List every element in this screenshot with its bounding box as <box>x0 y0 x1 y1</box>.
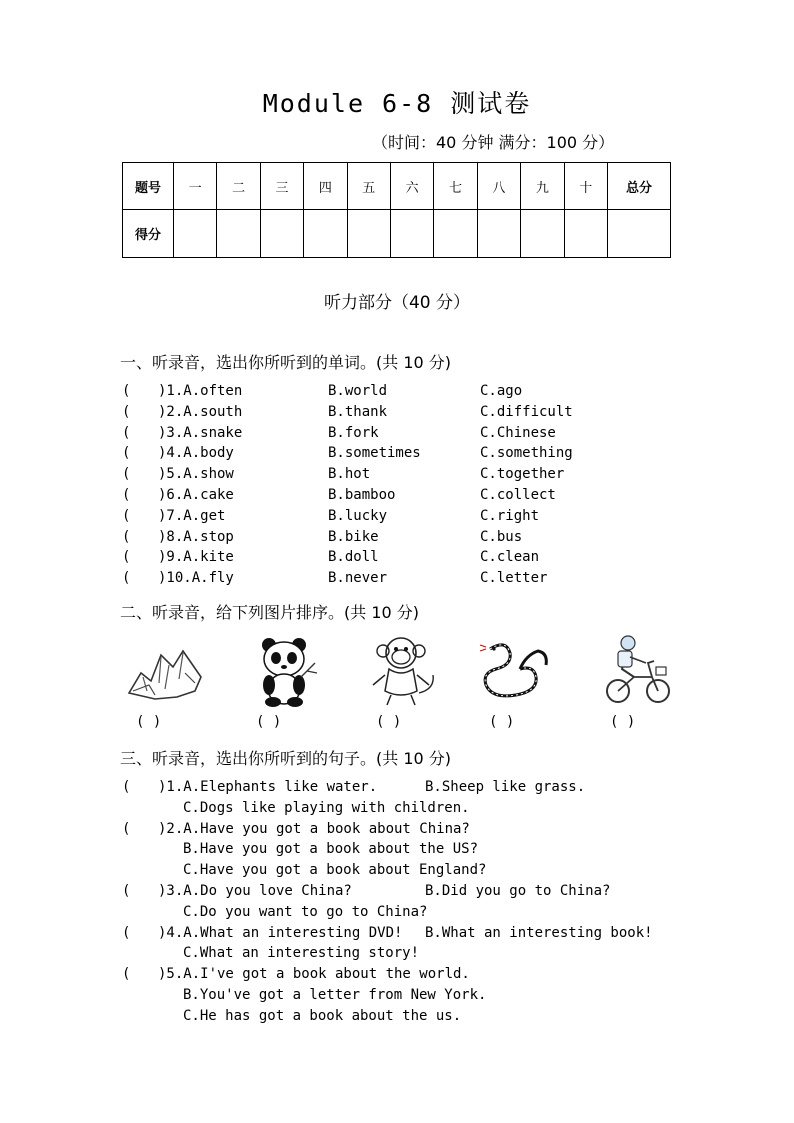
sentence-option: B.Have you got a book about the US? <box>183 841 479 858</box>
option-b: B.sometimes <box>328 445 421 462</box>
panda-image <box>245 633 325 707</box>
option-a: )8.A.stop <box>158 528 234 545</box>
answer-paren[interactable]: ( <box>122 383 131 399</box>
sentence-option: )3.A.Do you love China? <box>158 883 352 899</box>
option-a: )5.A.show <box>158 466 234 483</box>
sentence-option-b: B.Sheep like grass. <box>425 779 586 795</box>
option-c: C.ago <box>480 383 523 399</box>
picture-blank-5[interactable]: ( ) <box>610 714 636 730</box>
option-a: )10.A.fly <box>158 570 234 587</box>
option-b: B.bamboo <box>328 487 396 503</box>
score-col-6: 六 <box>390 163 433 210</box>
option-b: B.thank <box>328 403 388 420</box>
sentence-option: B.You've got a letter from New York. <box>183 987 487 1003</box>
option-b: B.lucky <box>328 507 388 524</box>
score-cell[interactable] <box>521 210 564 258</box>
sentence-option-b: B.Did you go to China? <box>425 883 611 899</box>
option-a: )6.A.cake <box>158 487 234 503</box>
score-table-row1-label: 题号 <box>123 163 174 210</box>
sentence-option: )1.A.Elephants like water. <box>158 779 378 795</box>
answer-paren[interactable]: ( <box>122 507 131 524</box>
sentence-option: )5.A.I've got a book about the world. <box>158 966 470 983</box>
answer-paren[interactable]: ( <box>122 424 131 441</box>
option-a: )1.A.often <box>158 383 243 399</box>
score-cell[interactable] <box>564 210 607 258</box>
score-cell[interactable] <box>608 210 671 258</box>
picture-blank-4[interactable]: ( ) <box>489 714 515 730</box>
option-c: C.letter <box>480 570 548 587</box>
exam-time-score: （时间：40 分钟 满分：100 分） <box>372 133 615 152</box>
option-c: C.clean <box>480 549 540 566</box>
option-c: C.right <box>480 507 540 524</box>
answer-paren[interactable]: ( <box>122 549 131 566</box>
score-cell[interactable] <box>477 210 520 258</box>
option-a: )7.A.get <box>158 507 226 524</box>
score-col-7: 七 <box>434 163 477 210</box>
sentence-option: )4.A.What an interesting DVD! <box>158 924 403 941</box>
score-col-8: 八 <box>477 163 520 210</box>
sentence-option: C.Do you want to go to China? <box>183 903 428 920</box>
score-cell[interactable] <box>347 210 390 258</box>
answer-paren[interactable]: ( <box>122 487 131 503</box>
option-c: C.Chinese <box>480 424 556 441</box>
score-cell[interactable] <box>434 210 477 258</box>
score-col-1: 一 <box>174 163 217 210</box>
score-col-5: 五 <box>347 163 390 210</box>
sentence-option: C.What an interesting story! <box>183 945 420 962</box>
answer-paren[interactable]: ( <box>122 445 131 462</box>
score-table <box>122 162 671 258</box>
sentence-option: C.Have you got a book about England? <box>183 862 487 879</box>
mountain-image <box>125 633 205 707</box>
score-col-3: 三 <box>260 163 303 210</box>
section3-title: 三、听录音，选出你所听到的句子。(共 10 分) <box>120 749 452 768</box>
monkey-image <box>363 633 443 707</box>
answer-paren[interactable]: ( <box>122 883 131 899</box>
score-cell[interactable] <box>174 210 217 258</box>
sentence-option: C.He has got a book about the us. <box>183 1007 462 1024</box>
picture-blank-2[interactable]: ( ) <box>256 714 282 730</box>
option-c: C.collect <box>480 487 556 503</box>
sentence-option: C.Dogs like playing with children. <box>183 799 470 816</box>
sentence-option-b: B.What an interesting book! <box>425 924 653 941</box>
option-b: B.hot <box>328 466 371 483</box>
option-c: C.bus <box>480 528 523 545</box>
option-b: B.never <box>328 570 388 587</box>
score-total-label: 总分 <box>608 163 671 210</box>
boy-on-bike-image <box>600 633 680 707</box>
score-col-9: 九 <box>521 163 564 210</box>
answer-paren[interactable]: ( <box>122 779 131 795</box>
score-col-10: 十 <box>564 163 607 210</box>
option-a: )4.A.body <box>158 445 234 462</box>
page-title: Module 6-8 测试卷 <box>262 89 532 118</box>
option-a: )9.A.kite <box>158 549 234 566</box>
score-col-2: 二 <box>217 163 260 210</box>
answer-paren[interactable]: ( <box>122 820 131 837</box>
listening-heading: 听力部分（40 分） <box>323 293 471 313</box>
option-a: )2.A.south <box>158 403 243 420</box>
option-b: B.doll <box>328 549 379 566</box>
picture-blank-1[interactable]: ( ) <box>136 714 162 730</box>
option-c: C.difficult <box>480 403 573 420</box>
option-c: C.something <box>480 445 573 462</box>
score-col-4: 四 <box>304 163 347 210</box>
answer-paren[interactable]: ( <box>122 966 131 983</box>
score-cell[interactable] <box>260 210 303 258</box>
answer-paren[interactable]: ( <box>122 924 131 941</box>
option-b: B.bike <box>328 528 379 545</box>
picture-blank-3[interactable]: ( ) <box>376 714 402 730</box>
section1-title: 一、听录音，选出你所听到的单词。(共 10 分) <box>120 353 452 372</box>
score-cell[interactable] <box>390 210 433 258</box>
answer-paren[interactable]: ( <box>122 528 131 545</box>
option-c: C.together <box>480 466 565 483</box>
answer-paren[interactable]: ( <box>122 466 131 483</box>
option-b: B.fork <box>328 424 379 441</box>
section2-title: 二、听录音，给下列图片排序。(共 10 分) <box>120 603 420 622</box>
score-cell[interactable] <box>217 210 260 258</box>
sentence-option: )2.A.Have you got a book about China? <box>158 820 470 837</box>
answer-paren[interactable]: ( <box>122 403 131 420</box>
score-cell[interactable] <box>304 210 347 258</box>
answer-paren[interactable]: ( <box>122 570 131 587</box>
option-a: )3.A.snake <box>158 424 243 441</box>
snake-image <box>476 633 556 707</box>
score-table-row2-label: 得分 <box>123 210 174 258</box>
option-b: B.world <box>328 383 388 399</box>
